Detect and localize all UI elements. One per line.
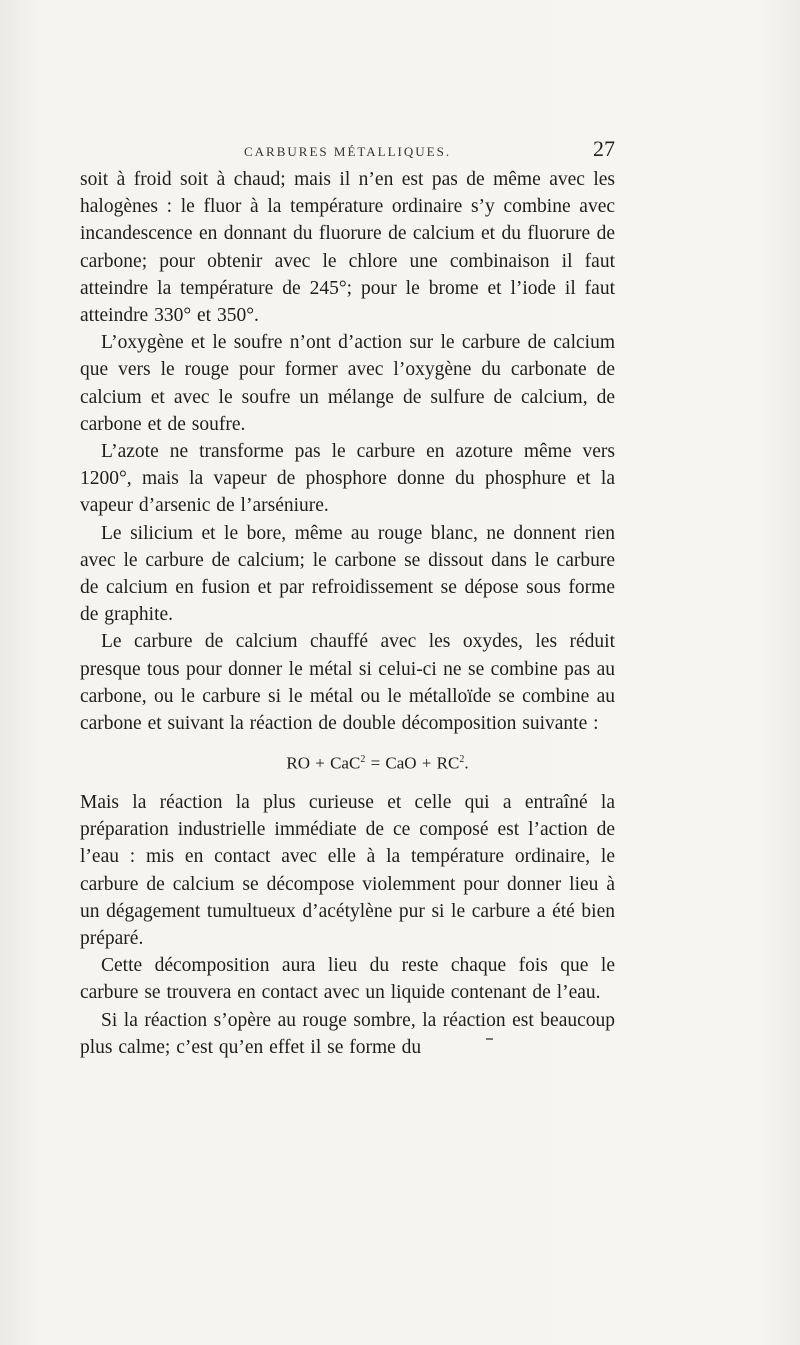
- paragraph-8: Si la réaction s’opère au rouge sombre, la réaction est beaucoup plus calme; c’est qu’en effet il se forme du: [80, 1009, 615, 1058]
- page-number: 27: [593, 136, 615, 161]
- paragraph-4: Le silicium et le bore, même au rouge blanc, ne donnent rien avec le carbure de calcium; le carbone se dissout dans le carbure de calcium en fusion et par refroidissement se dépose sous forme de graphite.: [80, 522, 615, 626]
- paragraph-5: Le carbure de calcium chauffé avec les oxydes, les réduit presque tous pour donner le métal si celui-ci ne se combine pas au carbone, ou le carbure si le métal ou le métalloïde se combine au carbone et suivant la réaction de double décomposition suivante :: [80, 631, 615, 735]
- paragraph-2: L’oxygène et le soufre n’ont d’action sur le carbure de calcium que vers le rouge pour former avec l’oxygène du carbonate de calcium et avec le soufre un mélange de sulfure de calcium, de carbone et de soufre.: [80, 332, 615, 435]
- equation-right-superscript: 2: [459, 754, 465, 766]
- ink-speck: [486, 1038, 493, 1040]
- equation-left: RO + CaC: [286, 753, 361, 773]
- paragraph-1: soit à froid soit à chaud; mais il n’en est pas de même avec les halogènes : le fluor à la température ordinaire s’y combine avec incandescence en donnant du fluorure de calcium et du fluorure de carbone; pour obtenir avec le chlore une combinaison il faut atteindre la température de 245°; pour le brome et l’iode il faut atteindre 330° et 350°.: [80, 169, 615, 327]
- equation-end: .: [464, 753, 469, 773]
- equation-left-superscript: 2: [360, 754, 366, 766]
- paragraph-6: Mais la réaction la plus curieuse et celle qui a entraîné la préparation industrielle immédiate de ce composé est l’action de l’eau : mis en contact avec elle à la température ordinaire, le carbure de calcium se décompose violemment pour donner lieu à un dégagement tumultueux d’acétylène pur si le carbure a été bien préparé.: [80, 791, 615, 949]
- equation-right: = CaO + RC: [365, 753, 460, 773]
- chemical-equation: [80, 748, 615, 776]
- page-header: [80, 136, 615, 166]
- paragraph-3: L’azote ne transforme pas le carbure en azoture même vers 1200°, mais la vapeur de phosphore donne du phosphure et la vapeur d’arsenic de l’arséniure.: [80, 441, 615, 517]
- body-text: [80, 166, 615, 1061]
- paragraph-7: Cette décomposition aura lieu du reste chaque fois que le carbure se trouvera en contact avec un liquide contenant de l’eau.: [80, 955, 615, 1004]
- running-title: CARBURES MÉTALLIQUES.: [244, 144, 452, 159]
